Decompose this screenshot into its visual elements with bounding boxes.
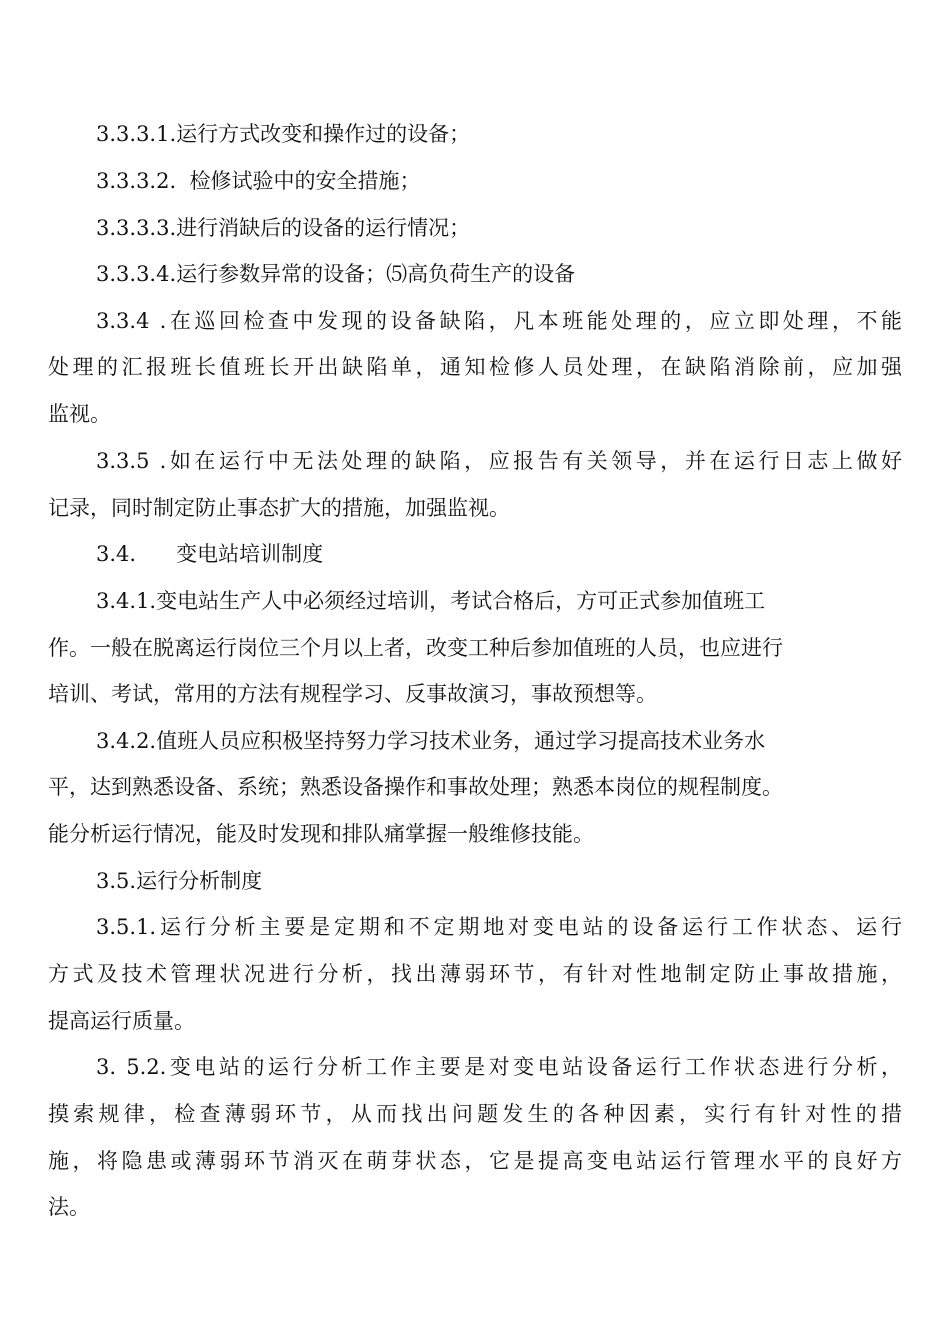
para-3-4-2-line-3: 能分析运行情况，能及时发现和排队痛掌握一般维修技能。 — [48, 822, 594, 846]
para-3-4-1-line-1: 3.4.1.变电站生产人中必须经过培训，考试合格后，方可正式参加值班工 — [96, 589, 766, 613]
para-3-3-4-line-1: 3.3.4 .在巡回检查中发现的设备缺陷，凡本班能处理的，应立即处理，不能 — [96, 309, 902, 333]
para-3-3-4-line-3: 监视。 — [48, 402, 111, 426]
para-3-4-2-line-1: 3.4.2.值班人员应积极坚持努力学习技术业务，通过学习提高技术业务水 — [96, 729, 766, 753]
item-3-3-3-4: 3.3.3.4.运行参数异常的设备；⑸高负荷生产的设备 — [96, 262, 576, 286]
item-3-3-3-2: 3.3.3.2. 检修试验中的安全措施； — [96, 169, 421, 193]
para-3-4-2-line-2: 平，达到熟悉设备、系统；熟悉设备操作和事故处理；熟悉本岗位的规程制度。 — [48, 775, 783, 799]
para-3-3-5-line-2: 记录，同时制定防止事态扩大的措施，加强监视。 — [48, 496, 510, 520]
para-3-5-1-line-1: 3.5.1.运行分析主要是定期和不定期地对变电站的设备运行工作状态、运行 — [96, 915, 902, 939]
para-3-3-5-line-1: 3.3.5 .如在运行中无法处理的缺陷，应报告有关领导，并在运行日志上做好 — [96, 449, 902, 473]
para-3-4-1-line-3: 培训、考试，常用的方法有规程学习、反事故演习，事故预想等。 — [48, 682, 657, 706]
para-3-5-2-line-3: 施，将隐患或薄弱环节消灭在萌芽状态，它是提高变电站运行管理水平的良好方 — [48, 1149, 902, 1173]
para-3-5-2-line-1: 3. 5.2.变电站的运行分析工作主要是对变电站设备运行工作状态进行分析， — [96, 1055, 902, 1079]
para-3-5-1-line-2: 方式及技术管理状况进行分析，找出薄弱环节，有针对性地制定防止事故措施， — [48, 962, 902, 986]
para-3-3-4-line-2: 处理的汇报班长值班长开出缺陷单，通知检修人员处理，在缺陷消除前，应加强 — [48, 355, 902, 379]
para-3-5-2-line-2: 摸索规律，检查薄弱环节，从而找出问题发生的各种因素，实行有针对性的措 — [48, 1102, 902, 1126]
section-heading-3-4: 3.4. 变电站培训制度 — [96, 542, 324, 566]
para-3-4-1-line-2: 作。一般在脱离运行岗位三个月以上者，改变工种后参加值班的人员，也应进行 — [48, 636, 783, 660]
para-3-5-1-line-3: 提高运行质量。 — [48, 1009, 195, 1033]
para-3-5-2-line-4: 法。 — [48, 1195, 90, 1219]
section-heading-3-5: 3.5.运行分析制度 — [96, 869, 263, 893]
item-3-3-3-3: 3.3.3.3.进行消缺后的设备的运行情况； — [96, 216, 471, 240]
item-3-3-3-1: 3.3.3.1.运行方式改变和操作过的设备； — [96, 122, 471, 146]
